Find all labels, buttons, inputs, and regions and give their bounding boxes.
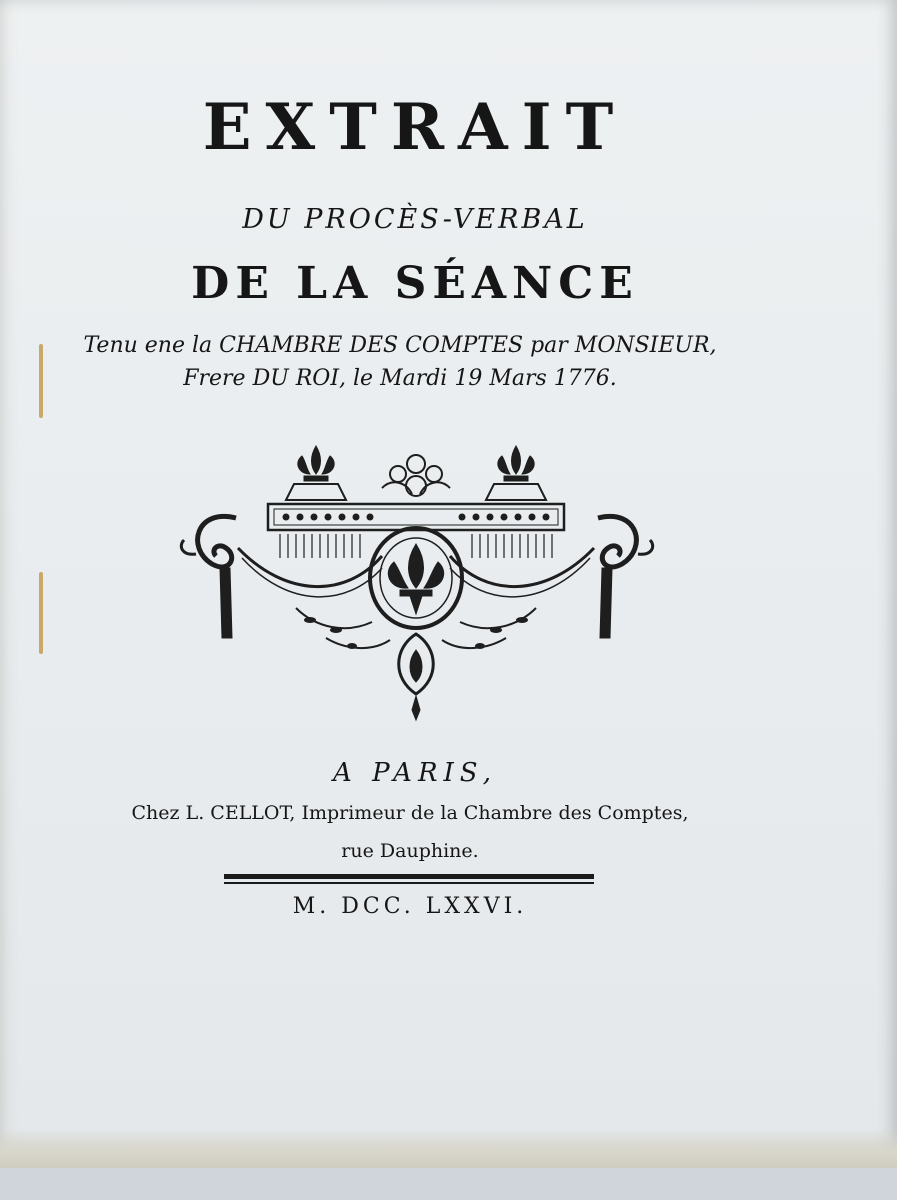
printer-line: Chez L. CELLOT, Imprimeur de la Chambre des Comptes, — [131, 802, 689, 824]
document-title: EXTRAIT — [202, 90, 628, 165]
description-line-2: Frere DU ROI, le Mardi 19 Mars 1776. — [183, 366, 617, 391]
worn-page-edge — [0, 1128, 897, 1168]
description-line-1: Tenu ene la CHAMBRE DES COMPTES par MONSIEUR, — [83, 333, 717, 358]
publication-place: A PARIS, — [333, 758, 497, 788]
right-fleur-de-lis-icon — [486, 446, 546, 500]
document-subtitle: DU PROCÈS-VERBAL — [242, 204, 588, 235]
fleur-de-lis-cartouche-icon — [176, 438, 658, 724]
printer-street: rue Dauphine. — [341, 840, 479, 862]
binding-stitch-bottom — [39, 572, 43, 654]
document-heading: DE LA SÉANCE — [191, 258, 639, 309]
publication-year: M. DCC. LXXVI. — [292, 894, 528, 919]
double-rule-divider — [224, 874, 594, 886]
left-fleur-de-lis-icon — [286, 446, 346, 500]
